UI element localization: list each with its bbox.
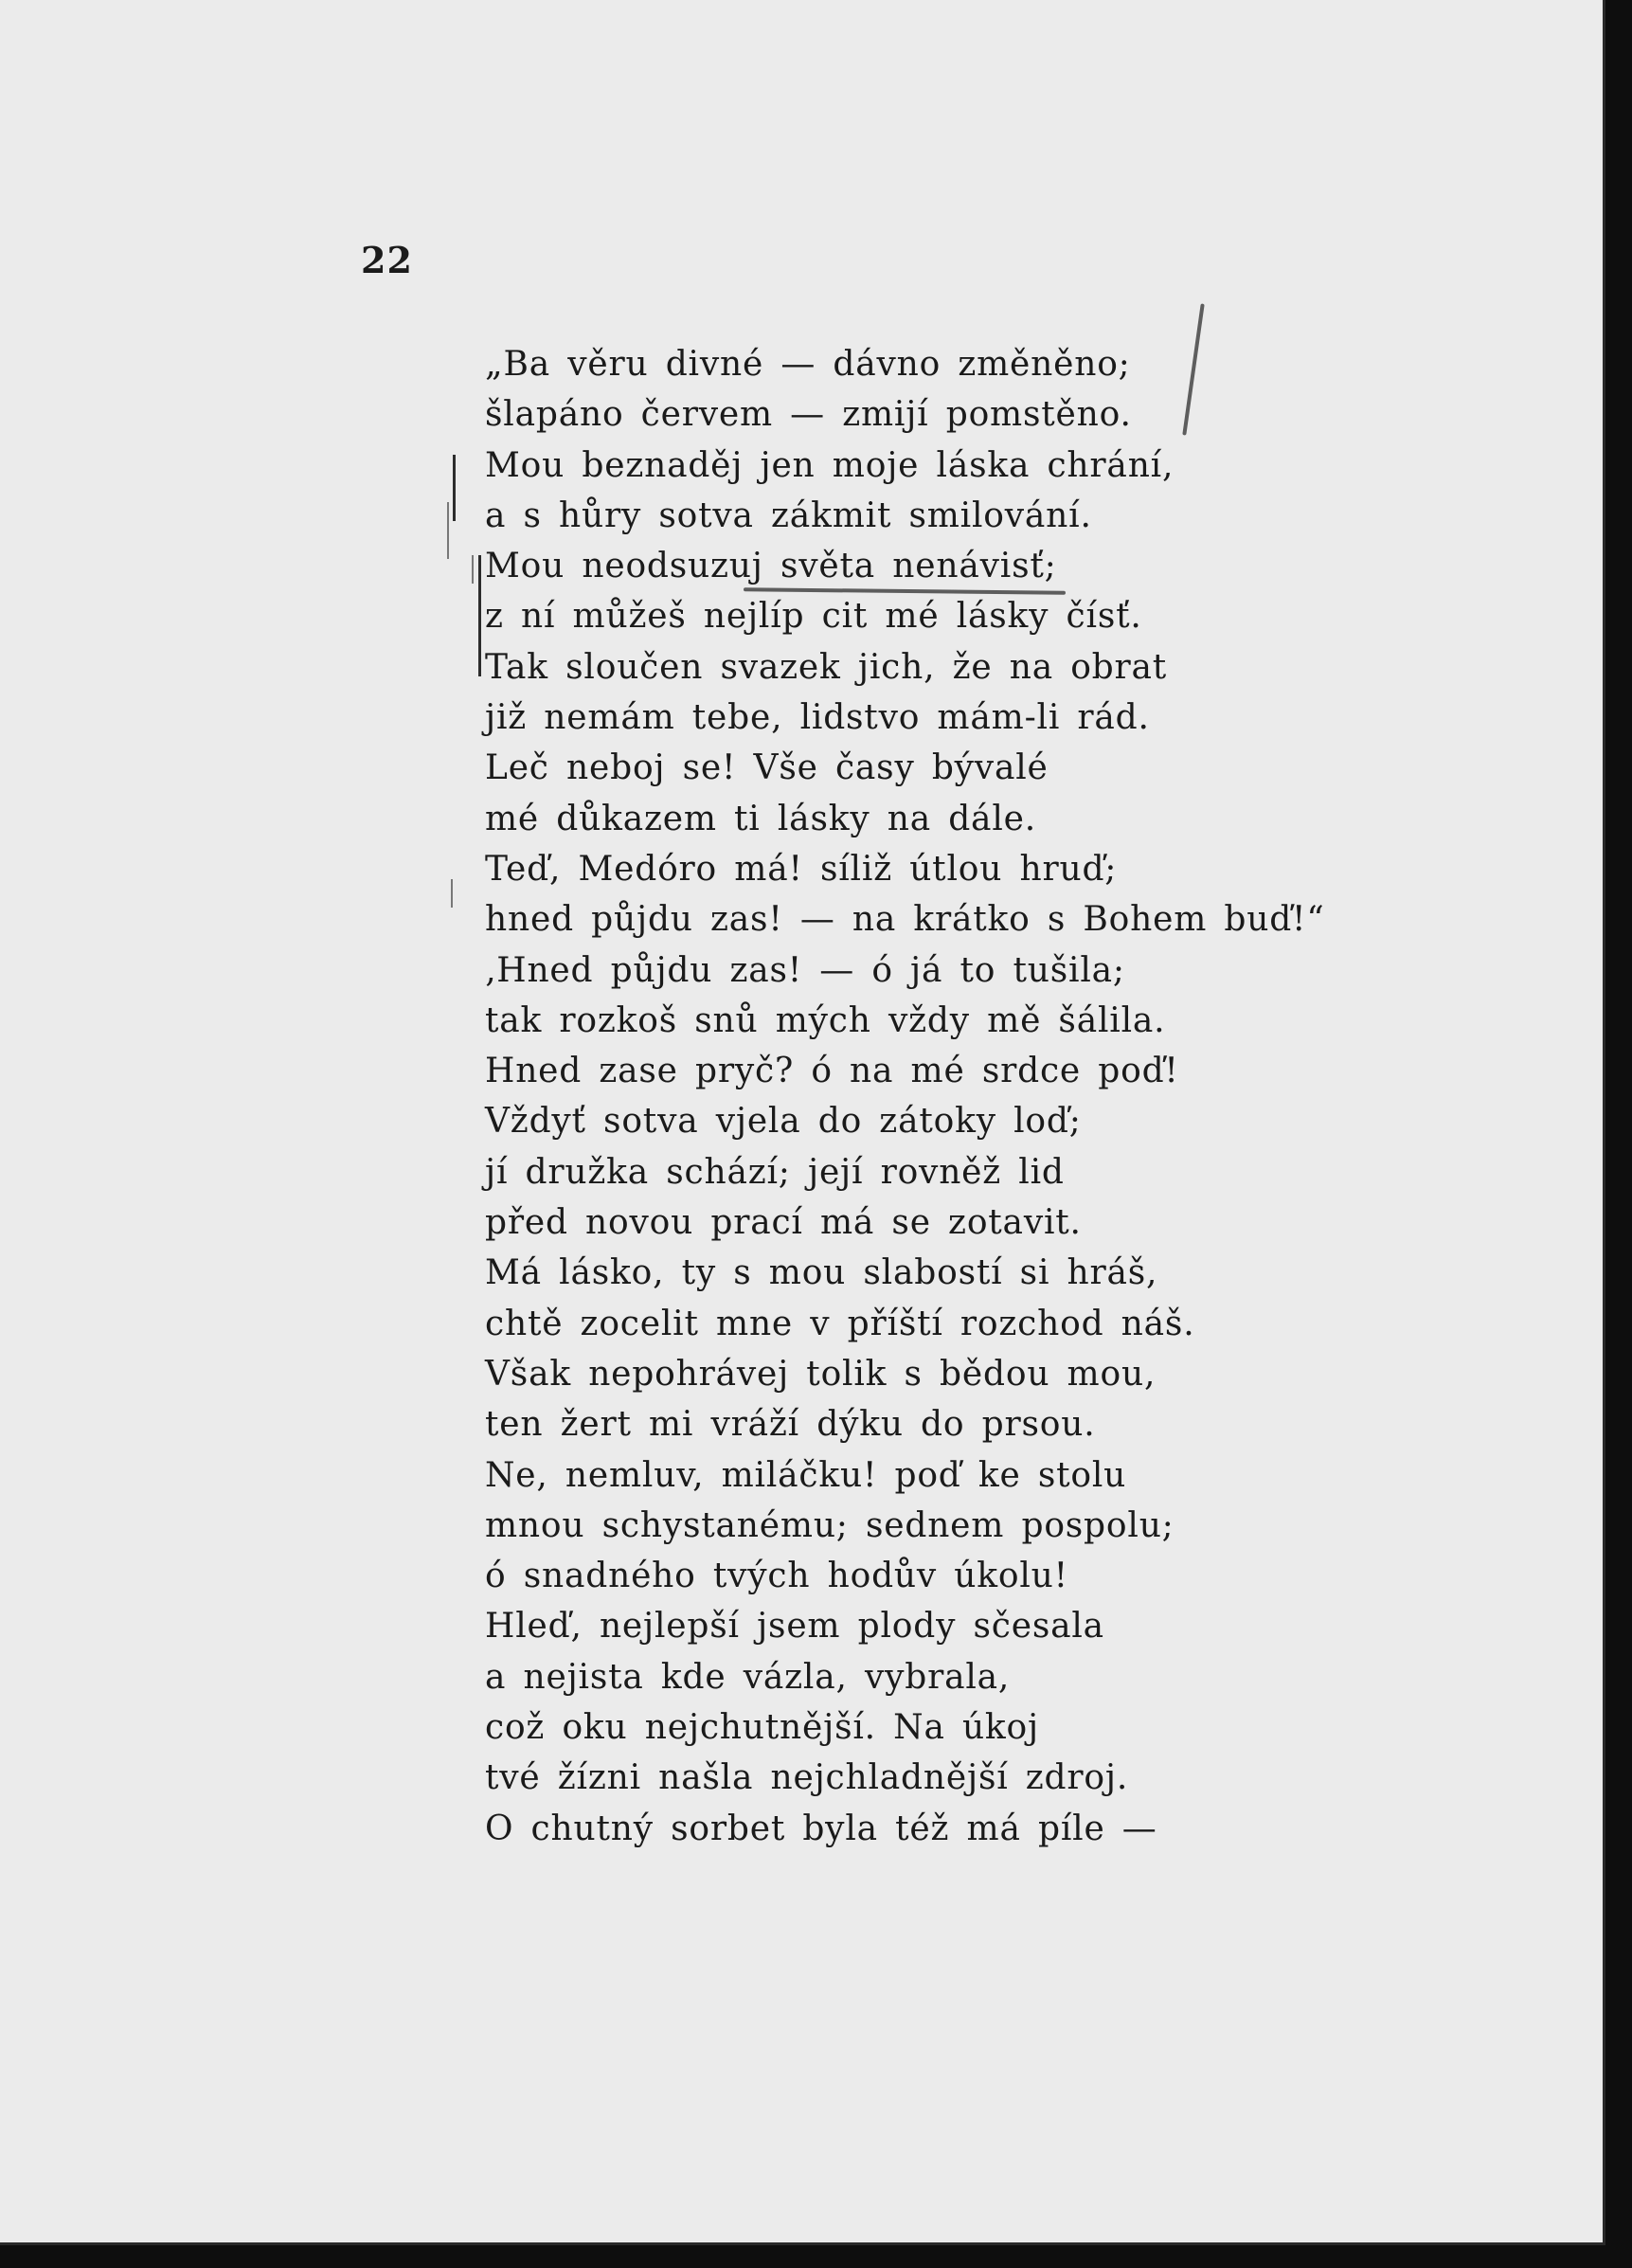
poem-line: tak rozkoš snů mých vždy mě šálila. <box>485 1000 1166 1040</box>
poem-line: šlapáno červem — zmijí pomstěno. <box>485 395 1132 435</box>
poem-line: Hned zase pryč? ó na mé srdce poď! <box>485 1052 1179 1091</box>
poem-line: hned půjdu zas! — na krátko s Bohem buď!“ <box>485 900 1325 940</box>
poem-line: tvé žízni našla nejchladnější zdroj. <box>485 1758 1129 1798</box>
poem-line: Teď, Medóro má! síliž útlou hruď; <box>485 849 1118 889</box>
poem-line: Leč neboj se! Vše časy bývalé <box>485 748 1049 788</box>
poem-line: chtě zocelit mne v příští rozchod náš. <box>485 1304 1195 1343</box>
poem-line: jí družka schází; její rovněž lid <box>485 1152 1065 1192</box>
margin-mark <box>453 455 456 521</box>
poem-line: což oku nejchutnější. Na úkoj <box>485 1708 1039 1748</box>
poem-line: Vždyť sotva vjela do zátoky loď; <box>485 1102 1082 1142</box>
margin-mark <box>451 879 453 908</box>
poem-line: Tak sloučen svazek jich, že na obrat <box>485 647 1168 687</box>
poem-line: mnou schystanému; sednem pospolu; <box>485 1505 1175 1545</box>
poem-line: „Ba věru divné — dávno změněno; <box>485 345 1131 384</box>
poem-line: Však nepohrávej tolik s bědou mou, <box>485 1354 1157 1394</box>
poem-line: mé důkazem ti lásky na dále. <box>485 799 1036 838</box>
poem-line: před novou prací má se zotavit. <box>485 1203 1082 1243</box>
poem-line: a nejista kde vázla, vybrala, <box>485 1657 1011 1697</box>
poem-line: Ne, nemluv, miláčku! poď ke stolu <box>485 1455 1127 1495</box>
poem-line: a s hůry sotva zákmit smilování. <box>485 495 1092 535</box>
poem-line: Mou beznaděj jen moje láska chrání, <box>485 445 1175 485</box>
page-number: 22 <box>361 239 413 281</box>
margin-mark <box>447 502 449 559</box>
poem-line: O chutný sorbet byla též má píle — <box>485 1809 1157 1848</box>
poem-line: Mou neodsuzuj světa nenávisť; <box>485 547 1057 586</box>
poem-line: z ní můžeš nejlíp cit mé lásky čísť. <box>485 597 1142 637</box>
poem-line: ó snadného tvých hodův úkolu! <box>485 1557 1068 1596</box>
poem-text <box>485 339 1432 1854</box>
poem-line: ‚Hned půjdu zas! — ó já to tušila; <box>485 950 1125 990</box>
poem-line: Hleď, nejlepší jsem plody sčesala <box>485 1607 1104 1647</box>
poem-line: Má lásko, ty s mou slabostí si hráš, <box>485 1253 1158 1293</box>
poem-line: již nemám tebe, lidstvo mám-li rád. <box>485 698 1150 738</box>
poem-line: ten žert mi vráží dýku do prsou. <box>485 1405 1096 1445</box>
margin-mark <box>472 555 474 584</box>
margin-mark <box>478 555 481 676</box>
